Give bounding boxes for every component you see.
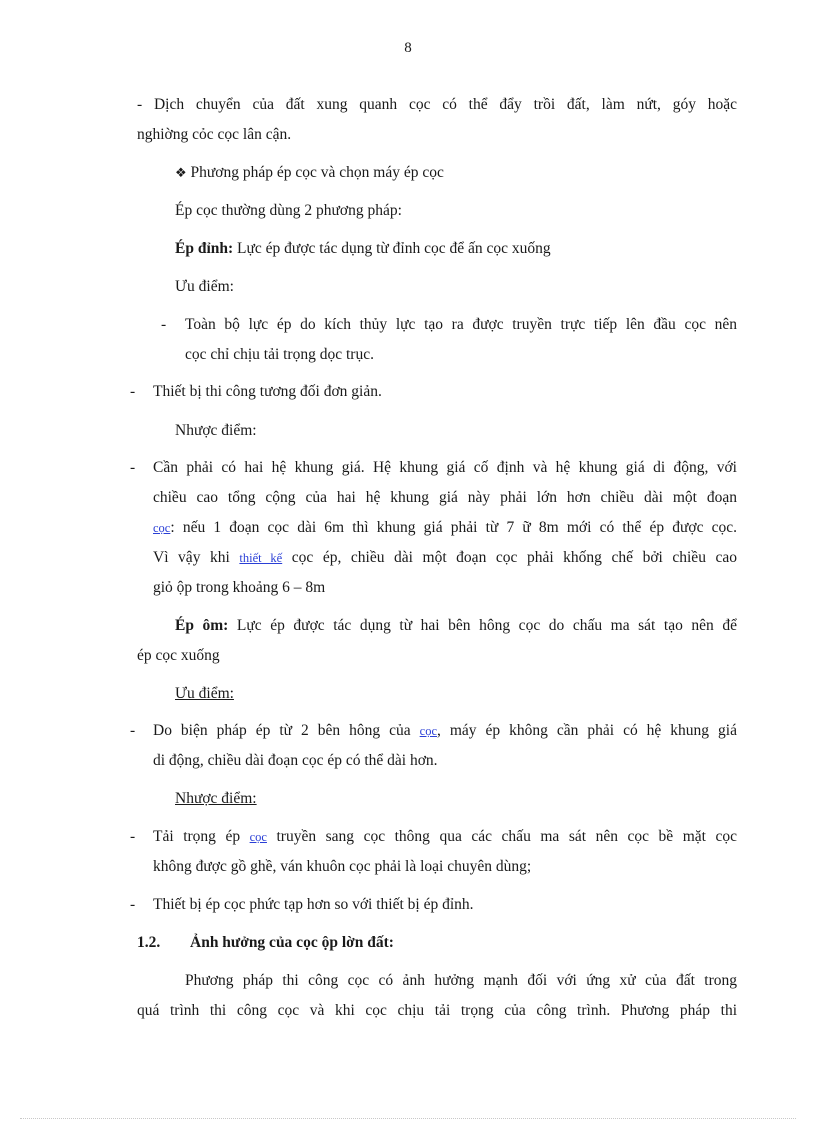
list-item-line: không được gồ ghề, ván khuôn cọc phải là loại chuyên dùng; bbox=[153, 858, 532, 875]
list-dash: - bbox=[130, 828, 136, 845]
list-item-line: Cần phải có hai hệ khung giá. Hệ khung giá cố định và hệ khung giá di động, với bbox=[153, 459, 737, 476]
section-title: Ảnh hưởng của cọc ộp lờn đất: bbox=[190, 934, 394, 951]
ep-dinh-definition bbox=[175, 239, 551, 259]
method-heading bbox=[175, 163, 444, 184]
list-item-line bbox=[153, 721, 737, 741]
diamond-bullet-icon: ❖ bbox=[175, 166, 187, 181]
page-bottom-divider bbox=[20, 1118, 796, 1119]
paragraph-line: Phương pháp thi công cọc có ảnh hưởng mạnh đối với ứng xử của đất trong bbox=[185, 972, 737, 989]
list-item-line bbox=[153, 827, 737, 847]
list-item-line: Toàn bộ lực ép do kích thủy lực tạo ra được truyền trực tiếp lên đầu cọc nên bbox=[185, 316, 737, 333]
list-dash: - bbox=[130, 459, 136, 476]
list-item-text: Vì vậy khi bbox=[153, 549, 240, 566]
list-item-text: Do biện pháp ép từ 2 bên hông của bbox=[153, 722, 420, 739]
ep-om-advantages-label: Ưu điểm: bbox=[175, 685, 234, 702]
page-number: 8 bbox=[404, 40, 412, 56]
nhuoc-diem-text: Nhược điểm: bbox=[175, 790, 257, 807]
list-item-text: Tải trọng ép bbox=[153, 828, 250, 845]
ep-om-text: Lực ép được tác dụng từ hai bên hông cọc do chấu ma sát tạo nên để bbox=[228, 617, 737, 634]
paragraph-line: quá trình thi công cọc và khi cọc chịu tải trọng của công trình. Phương pháp thi bbox=[137, 1002, 737, 1019]
ep-om-label: Ép ôm: bbox=[175, 617, 229, 634]
paragraph-line: nghiờng cỏc cọc lân cận. bbox=[137, 126, 292, 143]
list-dash: - bbox=[130, 896, 136, 913]
paragraph-line: ép cọc xuống bbox=[137, 647, 220, 664]
list-item-text: truyền sang cọc thông qua các chấu ma sát nên cọc bề mặt cọc bbox=[266, 828, 737, 845]
list-item-line: di động, chiều dài đoạn cọc ép có thể dài hơn. bbox=[153, 752, 438, 769]
list-item-line bbox=[153, 518, 737, 538]
method-heading-text: Phương pháp ép cọc và chọn máy ép cọc bbox=[190, 164, 444, 181]
list-dash: - bbox=[130, 722, 136, 739]
link-coc[interactable]: cọc bbox=[249, 830, 267, 844]
ep-dinh-label: Ép đỉnh: bbox=[175, 240, 234, 257]
link-coc[interactable]: cọc bbox=[419, 724, 437, 738]
methods-intro: Ép cọc thường dùng 2 phương pháp: bbox=[175, 202, 402, 219]
paragraph-line: - Dịch chuyển của đất xung quanh cọc có thể đẩy trồi đất, làm nứt, góy hoặc bbox=[137, 96, 737, 113]
ep-dinh-text: Lực ép được tác dụng từ đỉnh cọc để ấn cọc xuống bbox=[233, 240, 551, 257]
ep-om-definition bbox=[175, 616, 737, 636]
list-item-text: , máy ép không cần phải có hệ khung giá bbox=[437, 722, 737, 739]
list-item-line bbox=[153, 548, 737, 568]
list-dash: - bbox=[161, 316, 167, 333]
list-item-line: giỏ ộp trong khoảng 6 – 8m bbox=[153, 579, 326, 596]
list-item-line: chiều cao tổng cộng của hai hệ khung giá này phải lớn hơn chiều dài một đoạn bbox=[153, 489, 737, 506]
ep-dinh-disadvantages-label: Nhược điểm: bbox=[175, 422, 257, 439]
list-item-text: : nếu 1 đoạn cọc dài 6m thì khung giá phải từ 7 ữ 8m mới có thể ép được cọc. bbox=[170, 519, 737, 536]
link-thiet-ke[interactable]: thiết kế bbox=[239, 551, 283, 565]
ep-dinh-advantages-label: Ưu điểm: bbox=[175, 278, 234, 295]
list-dash: - bbox=[130, 383, 136, 400]
list-item-line: Thiết bị ép cọc phức tạp hơn so với thiết bị ép đỉnh. bbox=[153, 896, 474, 913]
section-number: 1.2. bbox=[137, 934, 161, 951]
list-item-text: cọc ép, chiều dài một đoạn cọc phải khống chế bởi chiều cao bbox=[282, 549, 738, 566]
ep-om-disadvantages-label bbox=[175, 789, 257, 809]
link-coc[interactable]: cọc bbox=[153, 521, 171, 535]
list-item-line: Thiết bị thi công tương đối đơn giản. bbox=[153, 383, 382, 400]
list-item-line: cọc chỉ chịu tải trọng dọc trục. bbox=[185, 346, 374, 363]
